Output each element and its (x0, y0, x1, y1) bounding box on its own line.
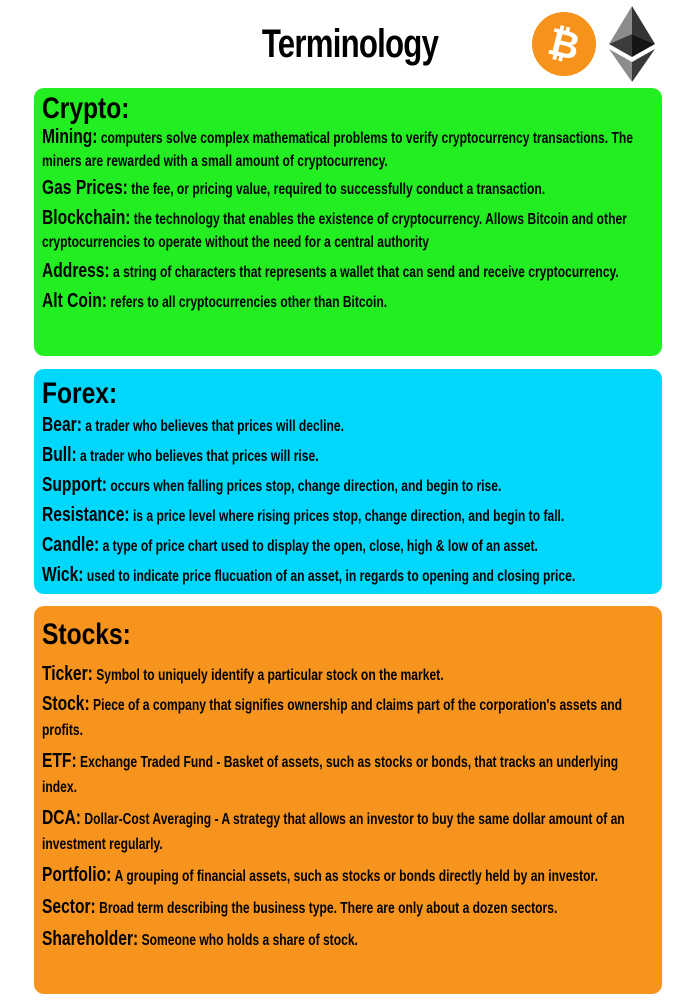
term-name: Resistance: (42, 504, 130, 526)
stocks-panel (34, 606, 662, 994)
term-etf (42, 749, 651, 800)
term-name: Bull: (42, 444, 77, 466)
term-ticker (42, 662, 651, 688)
term-blockchain (42, 207, 651, 254)
forex-panel (34, 369, 662, 594)
term-sector (42, 895, 651, 921)
term-definition: Piece of a company that signifies ownership and claims part of the corporation's assets and profits. (42, 697, 622, 739)
term-definition: Exchange Traded Fund - Basket of assets, such as stocks or bonds, that tracks an underlying index. (42, 754, 619, 796)
term-name: Ticker: (42, 663, 93, 685)
term-alt-coin (42, 290, 651, 314)
term-stock (42, 692, 651, 743)
svg-text:₿: ₿ (543, 18, 585, 70)
term-name: Sector: (42, 896, 96, 918)
term-bear (42, 411, 651, 441)
crypto-panel (34, 88, 662, 356)
term-definition: Broad term describing the business type. There are only about a dozen sectors. (99, 900, 558, 917)
term-definition: Symbol to uniquely identify a particular stock on the market. (96, 667, 444, 684)
stocks-heading: Stocks: (42, 618, 131, 651)
term-gas-prices (42, 177, 651, 201)
forex-heading: Forex: (42, 377, 118, 410)
crypto-heading: Crypto: (42, 92, 130, 125)
term-resistance (42, 501, 651, 531)
term-definition: Someone who holds a share of stock. (141, 932, 358, 949)
term-definition: occurs when falling prices stop, change direction, and begin to rise. (110, 478, 502, 495)
term-definition: refers to all cryptocurrencies other than Bitcoin. (110, 294, 388, 311)
term-name: Candle: (42, 534, 100, 556)
term-name: Stock: (42, 693, 90, 715)
term-definition: Dollar-Cost Averaging - A strategy that allows an investor to buy the same dollar amount of an investment regularly. (42, 811, 625, 853)
term-name: Address: (42, 260, 110, 282)
term-definition: is a price level where rising prices stop, change direction, and begin to fall. (132, 508, 565, 525)
term-definition: the technology that enables the existence of cryptocurrency. Allows Bitcoin and other cryptocurrencies to operate without the need for a central authority (42, 211, 627, 251)
term-definition: A grouping of financial assets, such as stocks or bonds directly held by an investor. (114, 868, 598, 885)
bitcoin-logo-icon (531, 11, 597, 77)
term-name: Alt Coin: (42, 290, 107, 312)
term-address (42, 260, 651, 284)
term-definition: a trader who believes that prices will decline. (85, 418, 344, 435)
term-name: Mining: (42, 126, 98, 148)
term-name: Portfolio: (42, 864, 112, 886)
term-wick (42, 561, 651, 591)
term-name: Wick: (42, 564, 84, 586)
term-name: Bear: (42, 414, 82, 436)
term-name: Blockchain: (42, 207, 131, 229)
term-name: Support: (42, 474, 107, 496)
term-bull (42, 441, 651, 471)
term-definition: a string of characters that represents a wallet that can send and receive cryptocurrency. (112, 264, 619, 281)
term-mining (42, 126, 651, 173)
term-portfolio (42, 863, 651, 889)
ethereum-logo-icon (609, 6, 655, 82)
term-name: DCA: (42, 807, 81, 829)
term-definition: the fee, or pricing value, required to successfully conduct a transaction. (131, 181, 546, 198)
term-dca (42, 806, 651, 857)
term-definition: computers solve complex mathematical problems to verify cryptocurrency transactions. The miners are rewarded with a small amount of cryptocurrency. (42, 130, 633, 170)
term-shareholder (42, 927, 651, 953)
term-definition: used to indicate price flucuation of an asset, in regards to opening and closing price. (86, 568, 576, 585)
term-candle (42, 531, 651, 561)
term-definition: a trader who believes that prices will rise. (80, 448, 319, 465)
page-title: Terminology (261, 22, 439, 66)
term-definition: a type of price chart used to display the open, close, high & low of an asset. (102, 538, 538, 555)
term-support (42, 471, 651, 501)
term-name: Gas Prices: (42, 177, 128, 199)
term-name: Shareholder: (42, 928, 139, 950)
term-name: ETF: (42, 750, 77, 772)
